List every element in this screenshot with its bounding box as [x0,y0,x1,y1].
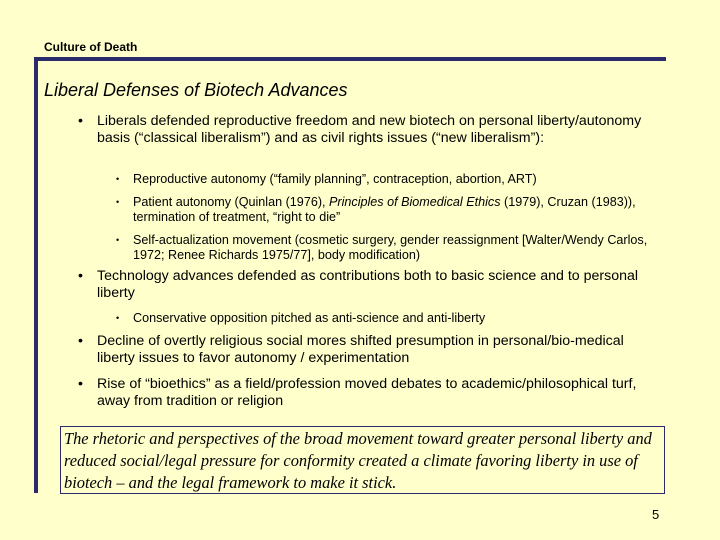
bullet-dot-icon: • [116,235,120,245]
callout-box [60,426,665,494]
sub-bullet-text: Reproductive autonomy (“family planning”, contraception, abortion, ART) [133,172,537,186]
bullet-text: Technology advances defended as contributions both to basic science and to personal liberty [97,268,639,301]
bullet-dot-icon: • [78,376,83,392]
sub-bullet-item [116,233,661,263]
sub-bullet-text: Self-actualization movement (cosmetic surgery, gender reassignment [Walter/Wendy Carlos, 1972; Renee Richards 1975/77], body modification) [133,233,648,262]
slide-title: Liberal Defenses of Biotech Advances [44,80,348,100]
bullet-text: Rise of “bioethics” as a field/profession moved debates to academic/philosophical turf, away from tradition or religion [97,376,637,409]
bullet-dot-icon: • [116,174,120,184]
sub-bullet-text: Conservative opposition pitched as anti-science and anti-liberty [133,311,486,325]
section-header: Culture of Death [44,40,138,54]
callout-text: The rhetoric and perspectives of the broad movement toward greater personal liberty and reduced social/legal pressure for conformity created a climate favoring liberty in use of biotech – and the legal framework to make it stick. [64,429,652,492]
sub-bullet-item [116,172,661,187]
bullet-dot-icon: • [78,113,83,129]
bullet-text: Liberals defended reproductive freedom and new biotech on personal liberty/autonomy basis (“classical liberalism”) and as civil rights issues (“new liberalism”): [97,113,642,146]
book-title: Principles of Biomedical Ethics [329,195,501,209]
bullet-text: Decline of overtly religious social mores shifted presumption in personal/bio-medical liberty issues to favor autonomy / experimentation [97,333,624,366]
sub-bullet-text-part: (1979), Cruzan (1983)), termination of treatment, “right to die” [133,195,636,224]
sub-bullet-text-part: Patient autonomy (Quinlan (1976), [133,195,330,209]
sub-bullet-item [116,311,661,326]
sub-bullet-item [116,195,661,225]
bullet-item [78,333,658,367]
top-rule [34,57,666,61]
sub-bullet-text [133,195,661,225]
bullet-dot-icon: • [78,333,83,349]
bullet-dot-icon: • [116,197,120,207]
bullet-item [78,268,658,302]
bullet-dot-icon: • [78,268,83,284]
page-number: 5 [652,507,660,522]
bullet-item [78,376,658,410]
bullet-dot-icon: • [116,313,120,323]
bullet-item [78,113,658,147]
left-rule [34,57,38,493]
